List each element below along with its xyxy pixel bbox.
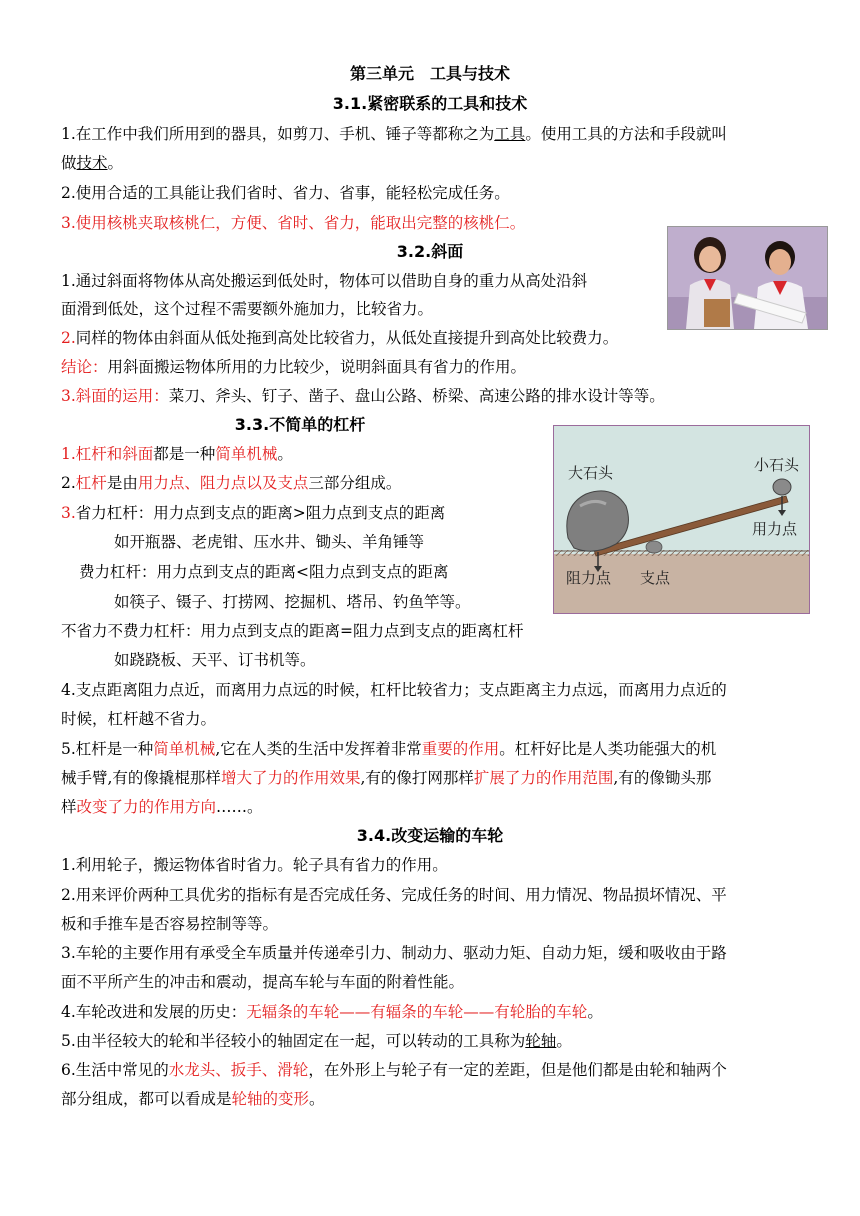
- s33-p5: 不省力不费力杠杆：用力点到支点的距离=阻力点到支点的距离杠杆: [61, 622, 524, 640]
- s34-p3-line2: 面不平所产生的冲击和震动，提高车轮与车面的附着性能。: [61, 973, 465, 991]
- s31-p3: 3.使用核桃夹取核桃仁，方便、省时、省力，能取出完整的核桃仁。: [61, 214, 526, 232]
- s33-p2: 2.杠杆是由用力点、阻力点以及支点三部分组成。: [61, 474, 402, 492]
- s34-p2-line2: 板和手推车是否容易控制等等。: [61, 915, 279, 933]
- section-3-2-heading: 3.2.斜面: [396, 242, 464, 261]
- s34-p1: 1.利用轮子，搬运物体省时省力。轮子具有省力的作用。: [61, 856, 448, 874]
- s31-p1-line2: 做技术。: [61, 154, 124, 172]
- s33-p7-line3: 样改变了力的作用方向……。: [61, 798, 263, 816]
- lever-diagram: [553, 425, 810, 614]
- s33-p3: 3.省力杠杆：用力点到支点的距离>阻力点到支点的距离: [61, 504, 446, 522]
- label-big-stone: 大石头: [568, 464, 614, 482]
- s34-p4: 4.车轮改进和发展的历史：无辐条的车轮——有辐条的车轮——有轮胎的车轮。: [61, 1003, 603, 1021]
- s33-p3-examples: 如开瓶器、老虎钳、压水井、锄头、羊角锤等: [114, 533, 425, 551]
- s33-p1: 1.杠杆和斜面都是一种简单机械。: [61, 445, 293, 463]
- s31-p1-line1: 1.在工作中我们所用到的器具，如剪刀、手机、锤子等都称之为工具。使用工具的方法和手段就叫: [61, 125, 727, 143]
- s33-p5-examples: 如跷跷板、天平、订书机等。: [114, 651, 316, 669]
- incline-experiment-photo: [667, 226, 828, 330]
- s33-p6-line1: 4.支点距离阻力点近，而离用力点远的时候，杠杆比较省力；支点距离主力点远，而离用力点近的: [61, 681, 727, 699]
- s32-p3: 结论：用斜面搬运物体所用的力比较少，说明斜面具有省力的作用。: [61, 358, 527, 376]
- term-wheel-axle: 轮轴: [525, 1032, 557, 1050]
- label-resistance-point: 阻力点: [566, 569, 612, 587]
- term-technology: 技术: [76, 154, 108, 172]
- children-photo-illustration: [668, 227, 827, 329]
- s34-p6-line2: 部分组成，都可以看成是轮轴的变形。: [61, 1090, 325, 1108]
- s34-p5: 5.由半径较大的轮和半径较小的轴固定在一起，可以转动的工具称为轮轴。: [61, 1032, 572, 1050]
- unit-title: 第三单元 工具与技术: [349, 64, 510, 83]
- s32-p1-line2: 面滑到低处，这个过程不需要额外施加力，比较省力。: [61, 300, 434, 318]
- section-3-1-heading: 3.1.紧密联系的工具和技术: [332, 94, 528, 113]
- section-3-3-heading: 3.3.不简单的杠杆: [234, 415, 366, 434]
- s34-p2-line1: 2.用来评价两种工具优劣的指标有是否完成任务、完成任务的时间、用力情况、物品损坏情况、平: [61, 886, 727, 904]
- s33-p4: 费力杠杆：用力点到支点的距离<阻力点到支点的距离: [79, 563, 449, 581]
- lever-diagram-svg: [554, 426, 809, 613]
- s32-p4: 3.斜面的运用：菜刀、斧头、钉子、凿子、盘山公路、桥梁、高速公路的排水设计等等。: [61, 387, 665, 405]
- s34-p6-line1: 6.生活中常见的水龙头、扳手、滑轮，在外形上与轮子有一定的差距，但是他们都是由轮和轴两个: [61, 1061, 727, 1079]
- s33-p4-examples: 如筷子、镊子、打捞网、挖掘机、塔吊、钓鱼竿等。: [114, 593, 471, 611]
- term-tool: 工具: [494, 125, 526, 143]
- s33-p7-line1: 5.杠杆是一种简单机械,它在人类的生活中发挥着非常重要的作用。杠杆好比是人类功能强大的机: [61, 740, 717, 758]
- section-3-4-heading: 3.4.改变运输的车轮: [356, 826, 504, 845]
- label-effort-point: 用力点: [752, 520, 798, 538]
- s34-p3-line1: 3.车轮的主要作用有承受全车质量并传递牵引力、制动力、驱动力矩、自动力矩，缓和吸收由于路: [61, 944, 727, 962]
- small-stone-shape: [773, 479, 791, 495]
- s32-p2: 2.同样的物体由斜面从低处拖到高处比较省力，从低处直接提升到高处比较费力。: [61, 329, 619, 347]
- s33-p6-line2: 时候，杠杆越不省力。: [61, 710, 217, 728]
- s32-p1-line1: 1.通过斜面将物体从高处搬运到低处时，物体可以借助自身的重力从高处沿斜: [61, 272, 588, 290]
- s31-p2: 2.使用合适的工具能让我们省时、省力、省事，能轻松完成任务。: [61, 184, 510, 202]
- s33-p7-line2: 械手臂,有的像撬棍那样增大了力的作用效果,有的像打网那样扩展了力的作用范围,有的像锄头那: [61, 769, 712, 787]
- label-fulcrum: 支点: [640, 569, 671, 587]
- label-small-stone: 小石头: [754, 456, 800, 474]
